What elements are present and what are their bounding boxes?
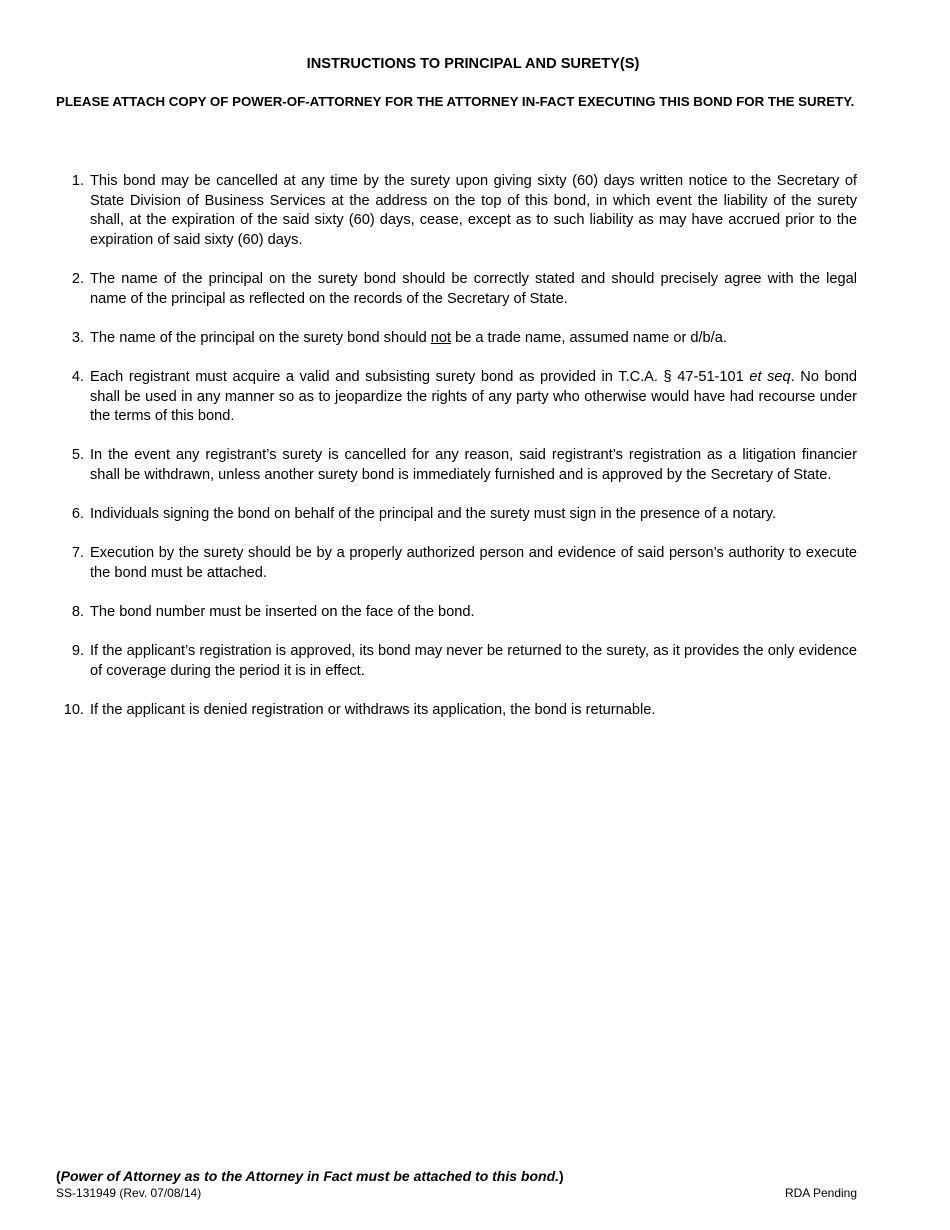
italic-et-seq: et seq: [749, 368, 791, 385]
instruction-number: 10.: [63, 702, 84, 719]
instruction-item-7: [56, 544, 857, 583]
instruction-item-4: [56, 368, 857, 427]
instruction-text-start: Each registrant must acquire a valid and subsisting surety bond as provided in T.C.A. § 47-51-101: [90, 368, 750, 385]
underlined-not: not: [430, 329, 452, 346]
instruction-item-10: [56, 701, 857, 721]
instruction-text: Execution by the surety should be by a properly authorized person and evidence of said person’s authority to execute the bond must be attached.: [90, 545, 857, 581]
instruction-item-3: [56, 329, 857, 349]
attach-power-of-attorney-note: PLEASE ATTACH COPY OF POWER-OF-ATTORNEY FOR THE ATTORNEY IN-FACT EXECUTING THIS BOND FOR THE SURETY.: [56, 94, 855, 109]
instruction-text-end: . No bond shall be used in any manner so as to jeopardize the rights of any party who otherwise would have had recourse under the terms of this bond.: [90, 368, 857, 425]
instruction-text: The bond number must be inserted on the face of the bond.: [90, 604, 475, 621]
instructions-list: [56, 172, 857, 740]
instruction-text: The name of the principal on the surety bond should be correctly stated and should precisely agree with the legal name of the principal as reflected on the records of the Secretary of State.: [90, 270, 857, 307]
instruction-text: Individuals signing the bond on behalf of the principal and the surety must sign in the presence of a notary.: [90, 506, 777, 523]
instruction-text: If the applicant’s registration is approved, its bond may never be returned to the surety, as it provides the only evidence of coverage during the period it is in effect.: [90, 643, 857, 679]
paren-open: (: [56, 1168, 61, 1184]
instruction-text: If the applicant is denied registration or withdraws its application, the bond is returnable.: [90, 702, 656, 719]
instruction-text: This bond may be cancelled at any time by the surety upon giving sixty (60) days written notice to the Secretary of State Division of Business Services at the address on the top of this bond, in which event the liability of the surety shall, at the expiration of the said sixty (60) days, cease, except as to such liability as may have accrued prior to the expiration of said sixty (60) days.: [90, 173, 857, 248]
instruction-number: 4.: [71, 368, 84, 385]
instruction-number: 5.: [71, 447, 84, 464]
power-of-attorney-footer-note: [56, 1167, 564, 1185]
instruction-number: 1.: [71, 173, 84, 189]
instruction-text: In the event any registrant’s surety is cancelled for any reason, said registrant’s registration as a litigation financier shall be withdrawn, unless another surety bond is immediately furnished and is approved by the Secretary of State.: [90, 447, 857, 483]
page-title: INSTRUCTIONS TO PRINCIPAL AND SURETY(S): [306, 56, 640, 72]
instruction-number: 7.: [71, 545, 84, 562]
instruction-text: [90, 368, 857, 427]
instruction-number: 9.: [71, 643, 84, 660]
instruction-item-5: [56, 446, 857, 485]
instruction-item-2: [56, 270, 857, 309]
instruction-text: [90, 329, 857, 349]
instruction-item-9: [56, 642, 857, 681]
instruction-text-start: The name of the principal on the surety bond should: [90, 329, 431, 346]
instruction-number: 8.: [71, 604, 84, 621]
instruction-item-8: [56, 603, 857, 623]
instruction-number: 6.: [71, 506, 84, 523]
instruction-text-end: be a trade name, assumed name or d/b/a.: [451, 329, 727, 346]
rda-status: RDA Pending: [784, 1186, 857, 1200]
instruction-number: 2.: [71, 270, 84, 287]
instruction-item-6: [56, 505, 857, 525]
instruction-number: 3.: [71, 329, 84, 346]
power-of-attorney-footer-text: Power of Attorney as to the Attorney in Fact must be attached to this bond.: [60, 1168, 560, 1184]
form-number: SS-131949 (Rev. 07/08/14): [56, 1186, 202, 1200]
paren-close: ): [559, 1168, 564, 1184]
instruction-item-1: [56, 172, 857, 250]
